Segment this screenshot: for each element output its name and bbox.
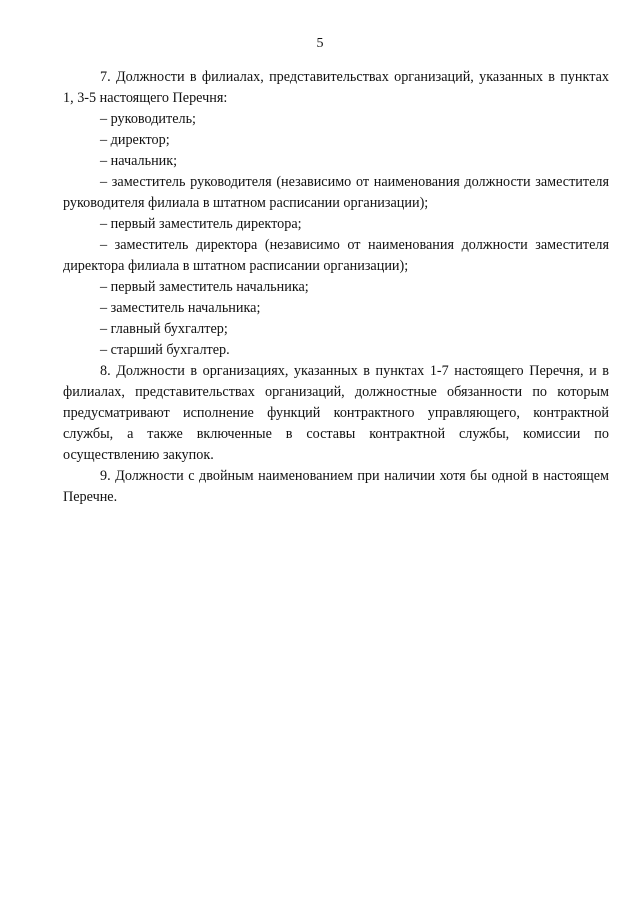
list-item-zam-direktora: – заместитель директора (независимо от наименования должности заместителя директора филиала в штатном расписании организации); — [63, 237, 609, 274]
paragraph-9: 9. Должности с двойным наименованием при наличии хотя бы одной в настоящем Перечне. — [63, 468, 609, 505]
document-body — [63, 67, 609, 508]
list-item-perviy-zam-direktora: – первый заместитель директора; — [100, 216, 302, 232]
list-item-zam-nachalnika: – заместитель начальника; — [100, 300, 261, 316]
list-item-perviy-zam-nachalnika: – первый заместитель начальника; — [100, 279, 309, 295]
list-item-starshiy-buhgalter: – старший бухгалтер. — [100, 342, 230, 358]
list-item-zam-rukovoditelya: – заместитель руководителя (независимо от наименования должности заместителя руководителя филиала в штатном расписании организации); — [63, 174, 609, 211]
paragraph-8: 8. Должности в организациях, указанных в пунктах 1-7 настоящего Перечня, и в филиалах, представительствах организаций, должностные обязанности по которым предусматривают исполнение функций контрактного управляющего, контрактной службы, а также включенные в составы контрактной службы, комиссии по осуществлению закупок. — [63, 363, 609, 463]
paragraph-7: 7. Должности в филиалах, представительствах организаций, указанных в пунктах 1, 3-5 настоящего Перечня: — [63, 69, 609, 106]
page-number: 5 — [316, 36, 324, 51]
list-item-direktor: – директор; — [100, 132, 170, 148]
list-item-rukovoditel: – руководитель; — [100, 111, 196, 127]
list-item-glavniy-buhgalter: – главный бухгалтер; — [100, 321, 228, 337]
list-item-nachalnik: – начальник; — [100, 153, 178, 169]
